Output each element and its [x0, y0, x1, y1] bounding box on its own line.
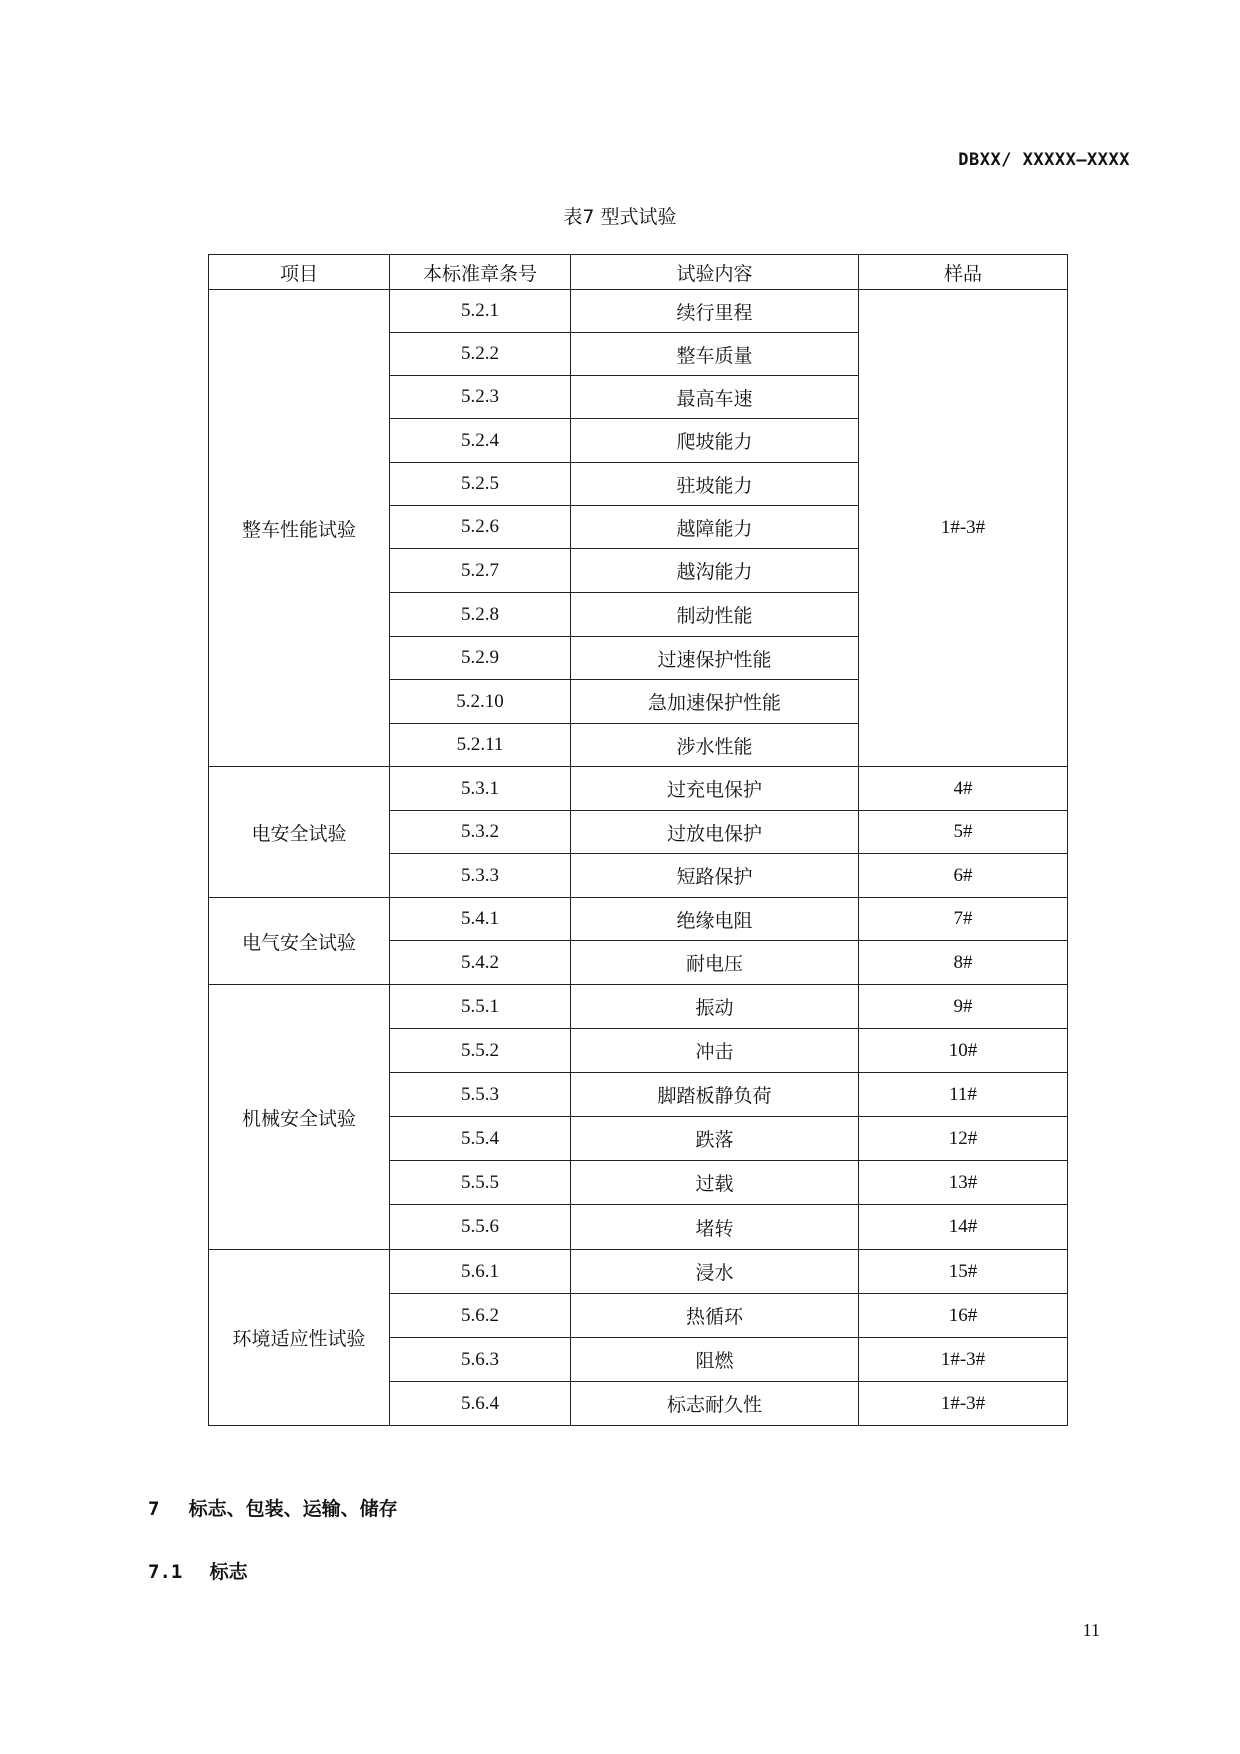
content-cell: 过速保护性能 — [571, 637, 859, 680]
item-cell: 电气安全试验 — [209, 898, 390, 985]
clause-cell: 5.2.8 — [390, 593, 571, 637]
clause-cell: 5.2.10 — [390, 680, 571, 724]
sample-cell: 16# — [859, 1294, 1068, 1338]
content-cell: 跌落 — [571, 1117, 859, 1161]
header-sample: 样品 — [859, 255, 1068, 290]
table-row — [209, 985, 1068, 1029]
sample-cell: 12# — [859, 1117, 1068, 1161]
section-number: 7 — [148, 1498, 160, 1520]
content-cell: 急加速保护性能 — [571, 680, 859, 724]
header-item: 项目 — [209, 255, 390, 290]
clause-cell: 5.5.6 — [390, 1205, 571, 1250]
content-cell: 越沟能力 — [571, 549, 859, 593]
clause-cell: 5.2.5 — [390, 463, 571, 506]
sample-cell: 4# — [859, 767, 1068, 811]
sample-cell: 15# — [859, 1250, 1068, 1294]
sample-cell: 1#-3# — [859, 290, 1068, 767]
table-body — [209, 290, 1068, 1426]
section-title: 标志 — [209, 1561, 248, 1583]
content-cell: 制动性能 — [571, 593, 859, 637]
content-cell: 热循环 — [571, 1294, 859, 1338]
header-clause: 本标准章条号 — [390, 255, 571, 290]
content-cell: 过充电保护 — [571, 767, 859, 811]
clause-cell: 5.2.4 — [390, 419, 571, 463]
sample-cell: 8# — [859, 941, 1068, 985]
clause-cell: 5.3.3 — [390, 854, 571, 898]
content-cell: 过载 — [571, 1161, 859, 1205]
content-cell: 越障能力 — [571, 506, 859, 549]
header-content: 试验内容 — [571, 255, 859, 290]
clause-cell: 5.6.2 — [390, 1294, 571, 1338]
content-cell: 浸水 — [571, 1250, 859, 1294]
sample-cell: 5# — [859, 811, 1068, 854]
content-cell: 绝缘电阻 — [571, 898, 859, 941]
item-cell: 环境适应性试验 — [209, 1250, 390, 1426]
content-cell: 涉水性能 — [571, 724, 859, 767]
item-cell: 机械安全试验 — [209, 985, 390, 1250]
clause-cell: 5.6.3 — [390, 1338, 571, 1382]
content-cell: 续行里程 — [571, 290, 859, 333]
sample-cell: 13# — [859, 1161, 1068, 1205]
content-cell: 堵转 — [571, 1205, 859, 1250]
clause-cell: 5.2.9 — [390, 637, 571, 680]
clause-cell: 5.3.1 — [390, 767, 571, 811]
section-heading — [148, 1494, 398, 1521]
content-cell: 冲击 — [571, 1029, 859, 1073]
clause-cell: 5.2.6 — [390, 506, 571, 549]
sample-cell: 1#-3# — [859, 1382, 1068, 1426]
content-cell: 最高车速 — [571, 376, 859, 419]
content-cell: 标志耐久性 — [571, 1382, 859, 1426]
content-cell: 整车质量 — [571, 333, 859, 376]
sample-cell: 6# — [859, 854, 1068, 898]
clause-cell: 5.5.4 — [390, 1117, 571, 1161]
table-row — [209, 1250, 1068, 1294]
content-cell: 阻燃 — [571, 1338, 859, 1382]
content-cell: 驻坡能力 — [571, 463, 859, 506]
table-row — [209, 767, 1068, 811]
content-cell: 耐电压 — [571, 941, 859, 985]
content-cell: 振动 — [571, 985, 859, 1029]
sample-cell: 11# — [859, 1073, 1068, 1117]
clause-cell: 5.2.3 — [390, 376, 571, 419]
clause-cell: 5.5.5 — [390, 1161, 571, 1205]
content-cell: 脚踏板静负荷 — [571, 1073, 859, 1117]
sample-cell: 1#-3# — [859, 1338, 1068, 1382]
sample-cell: 14# — [859, 1205, 1068, 1250]
document-code: DBXX/ XXXXX—XXXX — [958, 150, 1130, 170]
item-cell: 整车性能试验 — [209, 290, 390, 767]
content-cell: 爬坡能力 — [571, 419, 859, 463]
clause-cell: 5.4.1 — [390, 898, 571, 941]
content-cell: 过放电保护 — [571, 811, 859, 854]
table-title: 表7 型式试验 — [563, 206, 677, 228]
clause-cell: 5.2.7 — [390, 549, 571, 593]
content-cell: 短路保护 — [571, 854, 859, 898]
clause-cell: 5.6.4 — [390, 1382, 571, 1426]
section-title: 标志、包装、运输、储存 — [188, 1498, 398, 1520]
type-test-table — [208, 254, 1068, 1426]
page-number: 11 — [1082, 1620, 1100, 1640]
sample-cell: 9# — [859, 985, 1068, 1029]
item-cell: 电安全试验 — [209, 767, 390, 898]
clause-cell: 5.5.3 — [390, 1073, 571, 1117]
clause-cell: 5.5.2 — [390, 1029, 571, 1073]
section-number: 7.1 — [148, 1561, 183, 1583]
table-header-row — [209, 255, 1068, 290]
clause-cell: 5.4.2 — [390, 941, 571, 985]
sample-cell: 7# — [859, 898, 1068, 941]
clause-cell: 5.6.1 — [390, 1250, 571, 1294]
subsection-heading — [148, 1557, 248, 1584]
clause-cell: 5.2.2 — [390, 333, 571, 376]
clause-cell: 5.3.2 — [390, 811, 571, 854]
table-row — [209, 898, 1068, 941]
clause-cell: 5.2.11 — [390, 724, 571, 767]
clause-cell: 5.5.1 — [390, 985, 571, 1029]
table-row — [209, 290, 1068, 333]
sample-cell: 10# — [859, 1029, 1068, 1073]
clause-cell: 5.2.1 — [390, 290, 571, 333]
